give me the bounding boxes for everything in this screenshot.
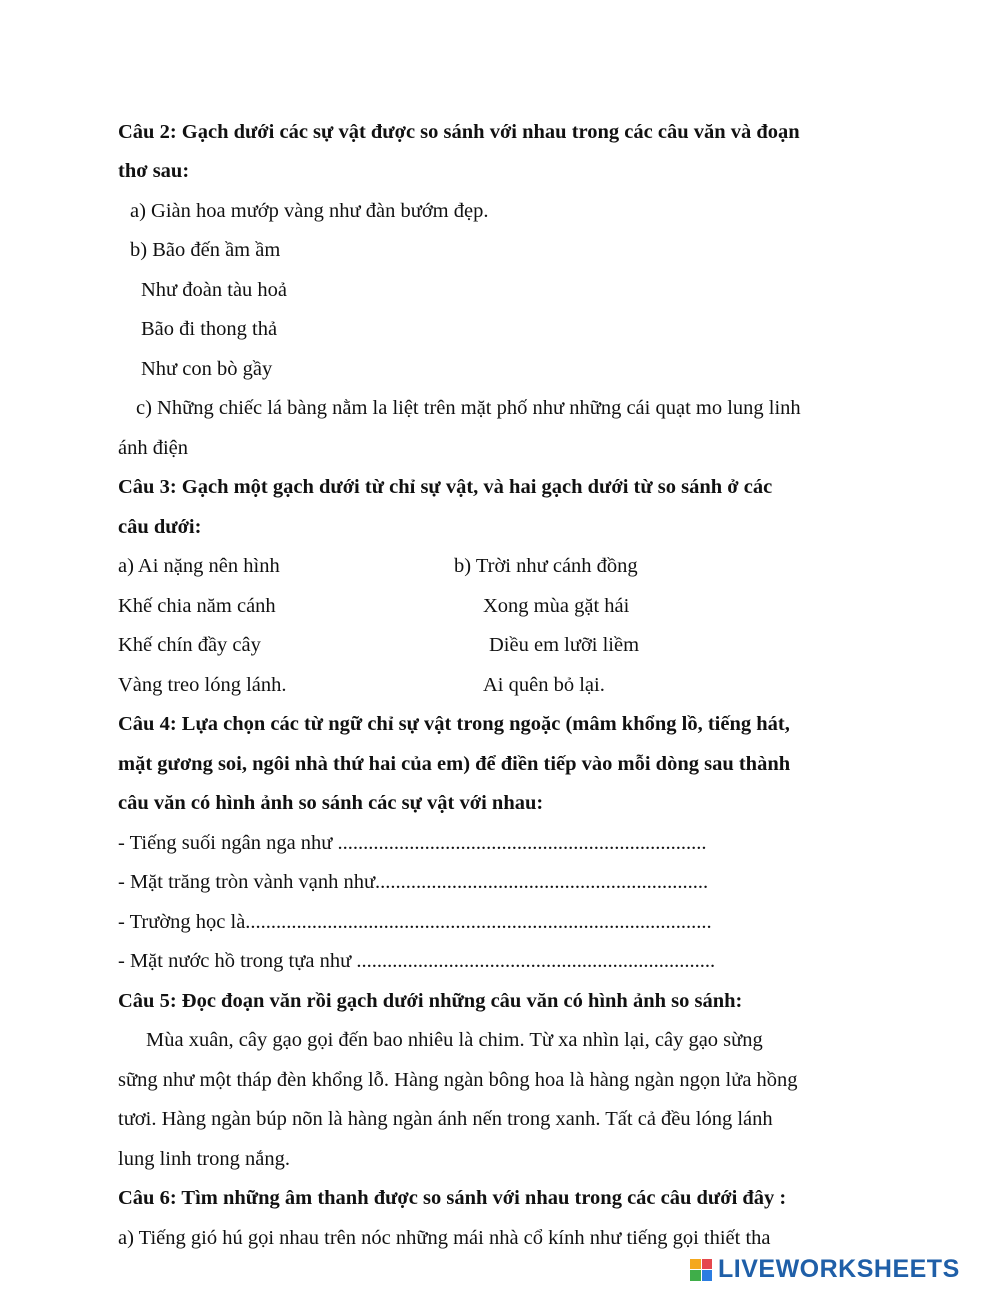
q2-item-c2: ánh điện [118,437,189,459]
q3-right-line: Ai quên bỏ lại. [483,674,605,696]
q3-title-line1: Câu 3: Gạch một gạch dưới từ chỉ sự vật, và hai gạch dưới từ so sánh ở các [118,476,773,498]
q3-left-line: Khế chín đầy cây [118,634,261,656]
q3-right-line: Diều em lưỡi liềm [489,634,640,656]
q2-item-b4: Như con bò gầy [141,358,273,380]
q2-item-a: a) Giàn hoa mướp vàng như đàn bướm đẹp. [130,200,489,222]
q2-item-b2: Như đoàn tàu hoả [141,279,288,301]
q3-left-line: Vàng treo lóng lánh. [118,674,287,696]
q3-right-line: b) Trời như cánh đồng [454,555,638,577]
q4-fill-line[interactable]: - Mặt trăng tròn vành vạnh như................................................................. [118,871,709,893]
q5-paragraph-line4: lung linh trong nắng. [118,1148,290,1170]
q4-fill-line[interactable]: - Mặt nước hồ trong tựa như ...................................................................... [118,950,716,972]
q2-item-b1: b) Bão đến ầm ầm [130,239,281,261]
q3-right-line: Xong mùa gặt hái [483,595,630,617]
q6-title: Câu 6: Tìm những âm thanh được so sánh với nhau trong các câu dưới đây : [118,1187,787,1209]
q3-left-line: Khế chia năm cánh [118,595,276,617]
liveworksheets-logo-text: LIVEWORKSHEETS [718,1255,960,1283]
q4-fill-line[interactable]: - Tiếng suối ngân nga như ........................................................................ [118,832,707,854]
q4-title-line1: Câu 4: Lựa chọn các từ ngữ chỉ sự vật trong ngoặc (mâm khổng lồ, tiếng hát, [118,713,790,735]
q5-paragraph-line3: tươi. Hàng ngàn búp nõn là hàng ngàn ánh nến trong xanh. Tất cả đều lóng lánh [118,1108,773,1130]
q5-paragraph-line2: sững như một tháp đèn khổng lỗ. Hàng ngàn bông hoa là hàng ngàn ngọn lửa hồng [118,1069,798,1091]
q2-title-line2: thơ sau: [118,160,190,182]
q4-fill-line[interactable]: - Trường học là........................................................................................... [118,911,712,933]
liveworksheets-logo-icon [690,1259,712,1281]
q4-title-line2: mặt gương soi, ngôi nhà thứ hai của em) để điền tiếp vào mỗi dòng sau thành [118,753,791,775]
q5-title: Câu 5: Đọc đoạn văn rồi gạch dưới những câu văn có hình ảnh so sánh: [118,990,743,1012]
q6-item-a: a) Tiếng gió hú gọi nhau trên nóc những mái nhà cổ kính như tiếng gọi thiết tha [118,1227,771,1249]
liveworksheets-logo [690,1255,960,1284]
q2-title-line1: Câu 2: Gạch dưới các sự vật được so sánh với nhau trong các câu văn và đoạn [118,121,800,143]
q2-item-c1: c) Những chiếc lá bàng nằm la liệt trên mặt phố như những cái quạt mo lung linh [136,397,801,419]
q3-left-line: a) Ai nặng nên hình [118,555,280,577]
q2-item-b3: Bão đi thong thả [141,318,278,340]
q3-title-line2: câu dưới: [118,516,202,538]
q5-paragraph-line1: Mùa xuân, cây gạo gọi đến bao nhiêu là chim. Từ xa nhìn lại, cây gạo sừng [146,1029,763,1051]
q4-title-line3: câu văn có hình ảnh so sánh các sự vật với nhau: [118,792,544,814]
